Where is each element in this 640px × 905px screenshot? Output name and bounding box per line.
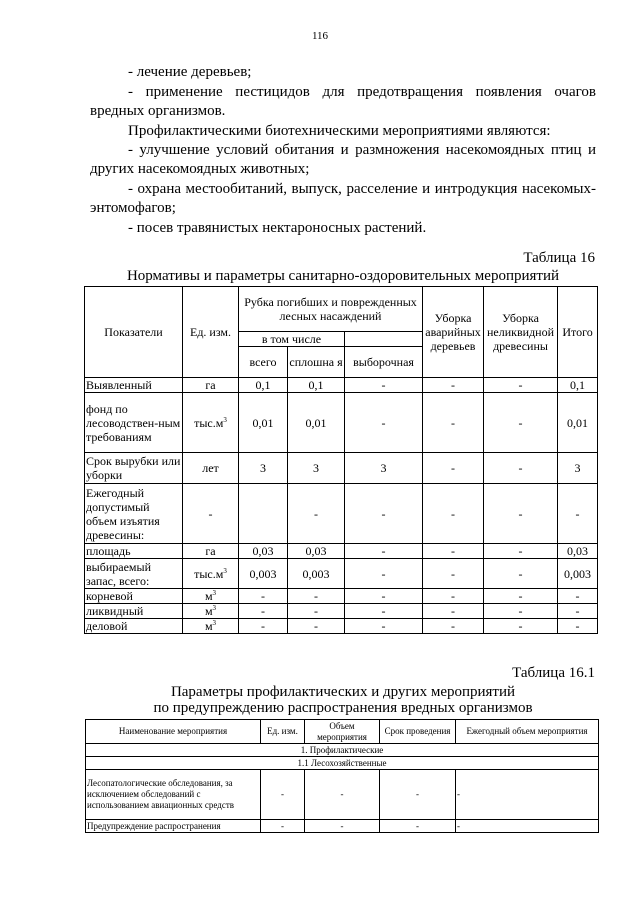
- cell: 3: [288, 453, 345, 484]
- cell: -: [484, 453, 558, 484]
- cell: -: [484, 589, 558, 604]
- header-unit: Ед. изм.: [183, 287, 239, 378]
- cell: -: [484, 559, 558, 589]
- cell: -: [558, 484, 598, 544]
- section-heading: 1. Профилактические: [86, 744, 599, 757]
- table-16-1-title-line1: Параметры профилактических и других мероприятий: [170, 684, 516, 700]
- cell: $м^3$: [183, 604, 239, 619]
- table-row: [85, 604, 598, 619]
- subsection-heading: 1.1 Лесохозяйственные: [86, 757, 599, 770]
- header-volume: Объем мероприятия: [305, 720, 380, 744]
- text-line: энтомофагов;: [90, 200, 176, 216]
- cell: -: [305, 820, 380, 833]
- cell: $м^3$: [183, 619, 239, 634]
- cell: -: [423, 604, 484, 619]
- table-16-1: [85, 719, 599, 833]
- table-16-title: Нормативы и параметры санитарно-оздоровительных мероприятий: [126, 268, 560, 284]
- header-annual: Ежегодный объем мероприятия: [456, 720, 599, 744]
- header-unit: Ед. изм.: [261, 720, 305, 744]
- cell: -: [183, 484, 239, 544]
- table-16-1-title-line2: по предупреждению распространения вредных организмов: [153, 700, 533, 716]
- header-indicators: Показатели: [85, 287, 183, 378]
- table-row: [85, 559, 598, 589]
- cell: -: [345, 619, 423, 634]
- header-cleanup: Уборка аварийных деревьев: [423, 287, 484, 378]
- text-line: вредных организмов.: [90, 103, 226, 119]
- cell: 3: [558, 453, 598, 484]
- row-name: Лесопатологические обследования, за исключением обследований с использованием авиационных средств: [86, 770, 261, 820]
- header-total-felling: всего: [239, 347, 288, 378]
- cell: $м^3$: [183, 589, 239, 604]
- header-total: Итого: [558, 287, 598, 378]
- cell: -: [423, 453, 484, 484]
- cell: -: [423, 619, 484, 634]
- table-row: [85, 484, 598, 544]
- cell: -: [345, 589, 423, 604]
- cell: 3: [345, 453, 423, 484]
- cell: -: [558, 619, 598, 634]
- cell: -: [558, 589, 598, 604]
- cell: $тыс.м^3$: [183, 559, 239, 589]
- cell: -: [345, 378, 423, 393]
- header-felling: Рубка погибших и поврежденных лесных насаждений: [239, 287, 423, 332]
- cell: -: [484, 544, 558, 559]
- text-line: - лечение деревьев;: [128, 64, 252, 80]
- paragraph: [90, 63, 596, 82]
- cell: 0,1: [288, 378, 345, 393]
- cell: -: [239, 604, 288, 619]
- text-line: - охрана местообитаний, выпуск, расселение и интродукция насекомых-: [128, 181, 596, 197]
- cell: -: [423, 589, 484, 604]
- cell: -: [345, 559, 423, 589]
- table-16: [84, 286, 598, 634]
- table-row: [86, 820, 599, 833]
- cell: -: [484, 393, 558, 453]
- cell: 0,003: [288, 559, 345, 589]
- row-name: выбираемый запас, всего:: [85, 559, 183, 589]
- header-nonliquid: Уборка неликвидной древесины: [484, 287, 558, 378]
- row-name: Предупреждение распространения: [86, 820, 261, 833]
- cell: -: [423, 393, 484, 453]
- header-name: Наименование мероприятия: [86, 720, 261, 744]
- cell: [239, 484, 288, 544]
- cell: -: [423, 484, 484, 544]
- cell: -: [345, 544, 423, 559]
- cell: -: [345, 604, 423, 619]
- table-16-1-label: Таблица 16.1: [512, 665, 595, 681]
- page-number: 116: [311, 30, 329, 42]
- cell: 3: [239, 453, 288, 484]
- cell: -: [288, 604, 345, 619]
- table-row: [85, 453, 598, 484]
- cell: -: [423, 544, 484, 559]
- cell: -: [305, 770, 380, 820]
- cell: -: [484, 484, 558, 544]
- cell: 0,01: [558, 393, 598, 453]
- cell: -: [345, 484, 423, 544]
- row-name: Ежегодный допустимый объем изъятия древесины:: [85, 484, 183, 544]
- text-line: других насекомоядных животных;: [90, 161, 310, 177]
- row-name: фонд по лесоводствен-ным требованиям: [85, 393, 183, 453]
- cell: -: [380, 770, 456, 820]
- cell: 0,01: [288, 393, 345, 453]
- cell: 0,003: [239, 559, 288, 589]
- cell: -: [261, 820, 305, 833]
- row-name: корневой: [85, 589, 183, 604]
- row-name: Срок вырубки или уборки: [85, 453, 183, 484]
- cell: 0,03: [288, 544, 345, 559]
- header-clear: сплошна я: [288, 347, 345, 378]
- header-term: Срок проведения: [380, 720, 456, 744]
- text-line: - улучшение условий обитания и размножения насекомоядных птиц и: [128, 142, 596, 158]
- cell: 0,003: [558, 559, 598, 589]
- row-name: Выявленный: [85, 378, 183, 393]
- cell: -: [423, 559, 484, 589]
- cell: -: [345, 393, 423, 453]
- table-row: [85, 544, 598, 559]
- row-name: площадь: [85, 544, 183, 559]
- table-16-label: Таблица 16: [523, 250, 595, 266]
- text-line: Профилактическими биотехническими мероприятиями являются:: [128, 123, 551, 139]
- cell: -: [288, 589, 345, 604]
- cell: 0,03: [239, 544, 288, 559]
- cell: га: [183, 378, 239, 393]
- cell: лет: [183, 453, 239, 484]
- row-name: ликвидный: [85, 604, 183, 619]
- cell: -: [380, 820, 456, 833]
- cell: -: [456, 770, 599, 820]
- cell: -: [288, 484, 345, 544]
- table-row: [85, 589, 598, 604]
- row-name: деловой: [85, 619, 183, 634]
- text-line: - применение пестицидов для предотвращения появления очагов: [128, 84, 596, 100]
- cell: 0,03: [558, 544, 598, 559]
- table-row: [85, 378, 598, 393]
- cell: -: [484, 378, 558, 393]
- text-line: - посев травянистых нектароносных растений.: [128, 220, 427, 236]
- cell: -: [484, 619, 558, 634]
- cell: -: [558, 604, 598, 619]
- cell: 0,1: [239, 378, 288, 393]
- cell: $тыс.м^3$: [183, 393, 239, 453]
- table-row: [85, 393, 598, 453]
- header-selective: выборочная: [345, 347, 423, 378]
- cell: -: [288, 619, 345, 634]
- cell: -: [239, 619, 288, 634]
- cell: -: [423, 378, 484, 393]
- header-including: в том числе: [239, 332, 345, 347]
- cell: га: [183, 544, 239, 559]
- cell: -: [261, 770, 305, 820]
- cell: 0,1: [558, 378, 598, 393]
- cell: -: [239, 589, 288, 604]
- cell: -: [456, 820, 599, 833]
- cell: -: [484, 604, 558, 619]
- cell: 0,01: [239, 393, 288, 453]
- table-row: [85, 619, 598, 634]
- table-row: [86, 770, 599, 820]
